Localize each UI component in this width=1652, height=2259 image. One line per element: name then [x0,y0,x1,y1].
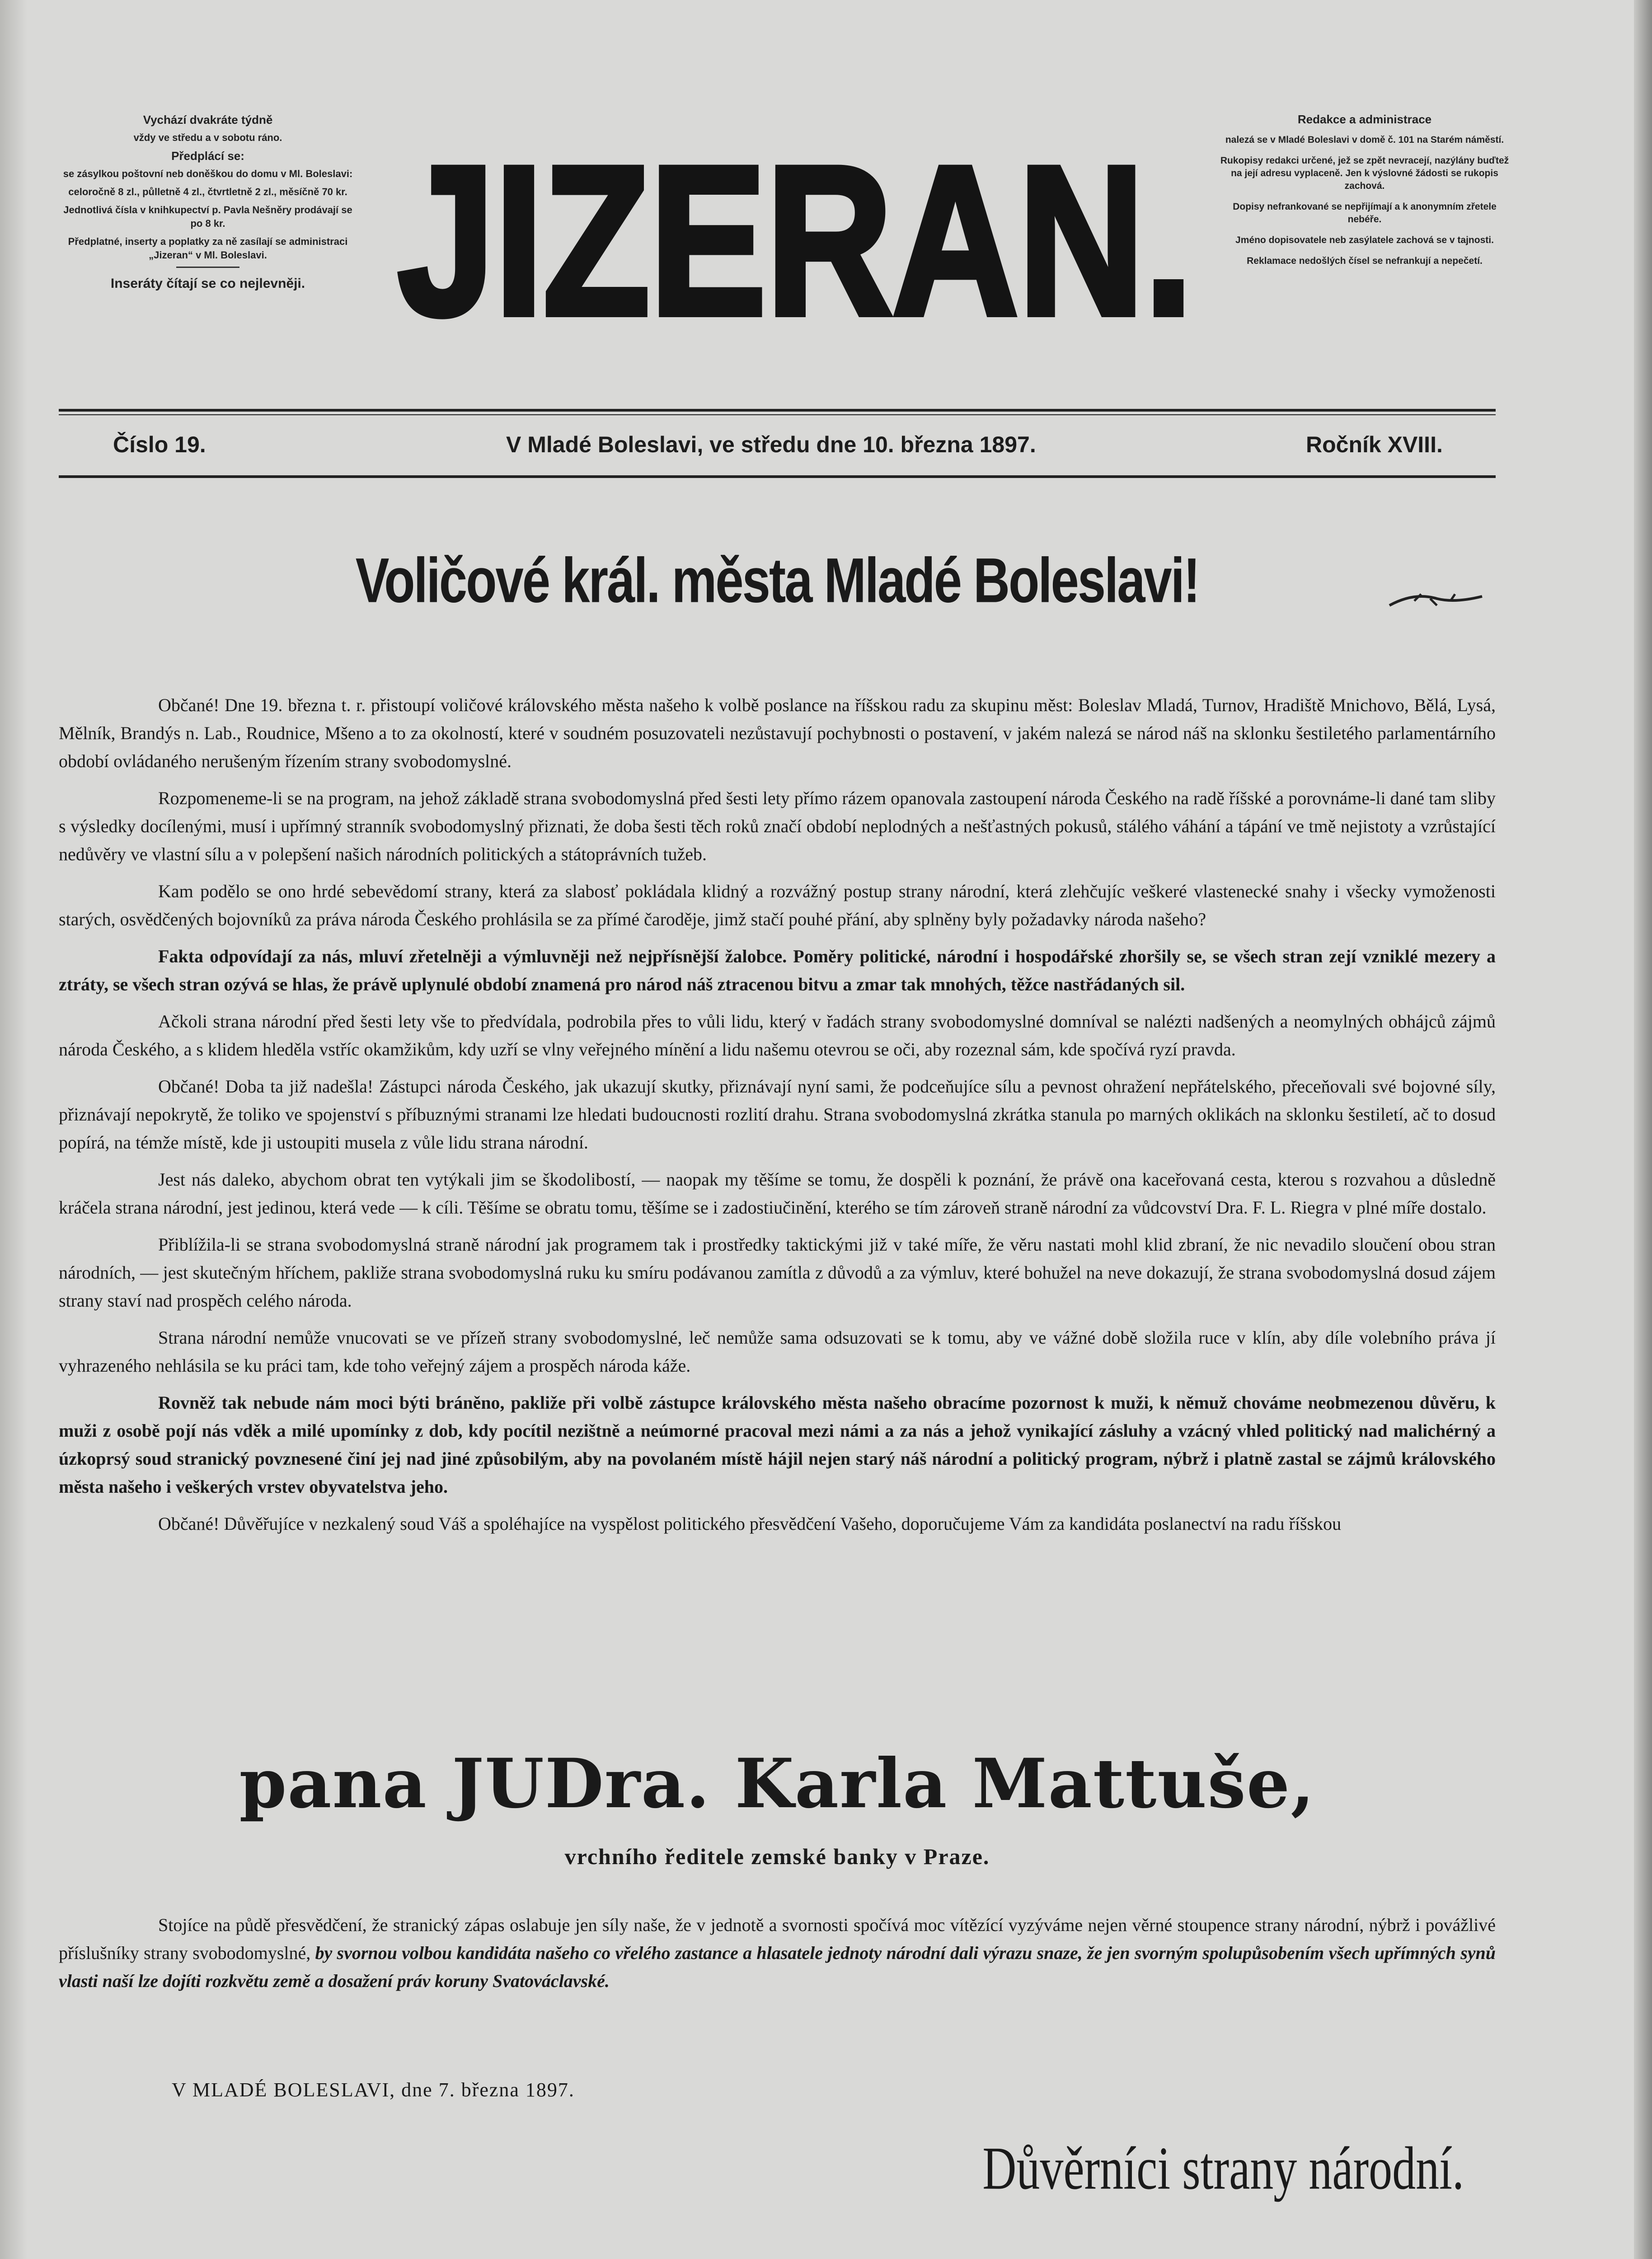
title-text: JIZERAN. [398,122,1193,359]
paragraph-9: Strana národní nemůže vnucovati se ve přízeň strany svobodomyslné, leč nemůže sama odsuzovati se k tomu, aby ve vážné době složila ruce v klín, aby díle volebního práva jí vyhrazeného nehlásila se ku práci tam, kde toho veřejný zájem a prospěch národa káže. [59,1327,1496,1376]
dateline-rule [59,475,1496,478]
paragraph-4: Fakta odpovídají za nás, mluví zřetelněji a výmluvněji než nejpřísnější žalobce. Poměry politické, národní i hospodářské zhoršily se, se všech stran zejí vzniklé mezery a ztráty, se všech stran ozývá se hlas, že právě uplynulé období znamená pro národ náš ztracenou bitvu a zmar tak mnohých, těžce nastřádaných sil. [59,946,1496,994]
subscription-delivery: se zásylkou poštovní neb doněškou do domu v Ml. Boleslavi: [63,168,353,179]
article-headline: Voličové král. města Mladé Boleslavi! [355,545,1199,616]
masthead-rule-top [59,409,1496,412]
candidate-title: vrchního ředitele zemské banky v Praze. [564,1844,990,1869]
publication-frequency: Vychází dvakráte týdně [143,113,273,127]
newspaper-title-logo [384,108,1206,361]
paragraph-10: Rovněž tak nebude nám moci býti bráněno, pakliže při volbě zástupce královského města našeho obracíme pozornost k muži, k němuž chováme neobmezenou důvěru, k muži z osobě pojí nás vděk a milé upomínky z dob, kdy pocítil nezištně a neúmorné pracoval mezi námi a za nás a jehož vynikající zásluhy a vzácný vhled politický nad malichérný a úzkoprsý soud stranický povznesené činí jej nad jiné způsobilým, aby na povolaném místě hájil nejen starý náš národní a politický program, nýbrž i platně zastal se zájmů královského města našeho i veškerých vrstev obyvatelstva jeho. [59,1392,1496,1497]
candidate-name: pana JUDra. Karla Mattuše, [239,1744,1315,1823]
separator-line [176,267,239,268]
subscription-prices: celoročně 8 zl., půlletně 4 zl., čtvrtletně 2 zl., měsíčně 70 kr. [68,186,347,197]
editorial-address: nalezá se v Mladé Boleslavi v domě č. 101 na Starém náměstí. [1225,135,1504,145]
newspaper-page [59,81,1514,2259]
masthead-rule-thin [59,414,1496,415]
place-and-date: V MLADÉ BOLESLAVI, dne 7. března 1897. [172,2079,575,2101]
unfranked-letters-note: Dopisy nefrankované se nepřijímají a k anonymním zřetele nebéře. [1233,202,1497,225]
volume-number: Ročník XVIII. [1306,432,1443,457]
paragraph-7: Jest nás daleko, abychom obrat ten vytýkali jim se škodolibostí, — naopak my těšíme se tomu, že dospěli k poznání, že právě ona kacеřovaná cesta, kterou s rozvahou a důsledně kráčela strana národní, jest jedinou, která vede — k cíli. Těšíme se obratu tomu, těšíme se i zadostiučinění, kterého se tím zároveň straně národní za vůdcovství Dra. F. L. Riegra v plné míře dostalo. [59,1169,1496,1218]
article-body [59,691,1496,1547]
closing-plain: Stojíce na půdě přesvědčení, že stranický zápas oslabuje jen síly naše, že v jednotě a svornosti spočívá moc vítězící vyzýváme nejen věrné stoupence strany národní, nýbrž i povážlivé příslušníky strany svobodomyslné, [59,1915,1496,1963]
signature: Důvěrníci strany národní. [982,2134,1464,2203]
payment-info: Předplatné, inserty a poplatky za ně zasílají se administraci „Jizeran“ v Ml. Boleslavi. [68,236,348,261]
scan-edge-left [0,0,27,2259]
paragraph-11: Občané! Důvěřujíce v nezkalený soud Váš a spoléhajíce na vyspělost politického přesvědčení Vašeho, doporučujeme Vám za kandidáta poslanectví na radu říšskou [158,1514,1342,1534]
ads-note: Inseráty čítají se co nejlevněji. [110,276,305,291]
closing-italic: by svornou volbou kandidáta našeho co vřelého zastance a hlasatele jednoty národní dali výrazu snaze, že jen svorným spolupůsobením všech upřímných synů vlasti naší lze dojíti rozkvětu země a dosažení práv koruny Svatováclavské. [59,1943,1496,1991]
manuscripts-note: Rukopisy redakci určené, jež se zpět nevracejí, nazýlány buďtež na její adresu vyplaceně. Jen k výslovné žádosti se rukopis zachová. [1220,155,1509,191]
anonymity-note: Jméno dopisovatele neb zasýlatele zachová se v tajnosti. [1235,235,1494,245]
issue-number: Číslo 19. [113,432,206,457]
single-issue-price: Jednotlivá čísla v knihkupectví p. Pavla Nešněry prodávají se po 8 kr. [63,204,352,229]
paragraph-1: Občané! Dne 19. března t. r. přistoupí voličové královského města našeho k volbě poslance na říšskou radu za skupinu měst: Boleslav Mladá, Turnov, Hradiště Mnichovo, Bělá, Lysá, Mělník, Brandýs n. Lab., Roudnice, Mšeno a to za okolností, které v soudném posuzovateli nezůstavují pochybnosti o postavení, v jakém nalezá se národ náš na sklonku šestiletého parlamentárního období ovládaného nerušeným řízením strany svobodomyslné. [59,695,1496,771]
ornament-icon [1387,587,1487,614]
publication-days: vždy ve středu a v sobotu ráno. [133,132,282,143]
complaints-note: Reklamace nedošlých čísel se nefrankují a nepečetí. [1247,256,1483,266]
paragraph-6: Občané! Doba ta již nadešla! Zástupci národa Českého, jak ukazují skutky, přiznávají nyní sami, že podceňujíce sílu a pevnost ohražení nepřátelského, přeceňovali své bojovné síly, přiznávají nepokrytě, že toliko ve spojenství s příbuznými stranami lze hledati budoucnosti rozlití drahu. Strana svobodomyslná zkrátka stanula po marných oklikách na sklonku šestiletí, ač to dosud popírá, na témže místě, kde ji ustoupiti musela z vůle lidu strana národní. [59,1076,1496,1153]
dateline [59,431,1496,459]
editorial-info-box [1216,113,1514,276]
closing-text [59,1911,1496,1995]
paragraph-5: Ačkoli strana národní před šesti lety vše to předvídala, podrobila přes to vůli lidu, který v řadách strany svobodomyslné domníval se nalézti nadšených a neomylných obhájců zájmů národa Českého, a s klidem hleděla vstříc okamžikům, kdy uzří se vlny veřejného mínění a lidu našemu otevrou se oči, aby rozeznal sám, kde spočívá ryzí pravda. [59,1011,1496,1059]
masthead [59,81,1514,457]
paragraph-3: Kam podělo se ono hrdé sebevědomí strany, která za slabosť pokládala klidný a rozvážný postup strany národní, která zlehčujíc veškeré vlastenecké snahy i všecky vymoženosti starých, osvědčených bojovníků za práva národa Českého prohlásila se za přímé čaroděje, jimž stačí pouhé přání, aby splněny byly požadavky národa našeho? [59,881,1496,929]
subscription-info-box [59,113,357,291]
scan-edge-right [1634,0,1652,2259]
editorial-heading: Redakce a administrace [1297,112,1432,126]
subscription-heading: Předplácí se: [171,149,244,163]
closing-paragraph [59,1911,1496,1995]
paragraph-8: Přiblížila-li se strana svobodomyslná straně národní jak programem tak i prostředky taktickými již v také míře, že věru nastati mohl klid zbraní, že nic nevadilo sloučení obou stran národních, — jest skutečným hříchem, pakliže strana svobodomyslná ruku ku smíru podávanou zamítla z důvodů a za výmluv, které bohužel na neve dokazují, že strana svobodomyslná dosud zájem strany staví nad prospěch celého národa. [59,1234,1496,1311]
paragraph-2: Rozpomeneme-li se na program, na jehož základě strana svobodomyslná před šesti lety přímo rázem opanovala zastoupení národa Českého na radě říšské a porovnáme-li dané tam sliby s výsledky docílenými, musí i upřímný stranník svobodomyslný přiznati, že doba šesti těch roků značí období neplodných a nešťastných pokusů, stálého váhání a tápání ve tmě nejistoty a vzrůstající nedůvěry ve vlastní sílu a v polepšení našich národních politických a státoprávních tužeb. [59,788,1496,864]
issue-date: V Mladé Boleslavi, ve středu dne 10. března 1897. [506,432,1036,457]
